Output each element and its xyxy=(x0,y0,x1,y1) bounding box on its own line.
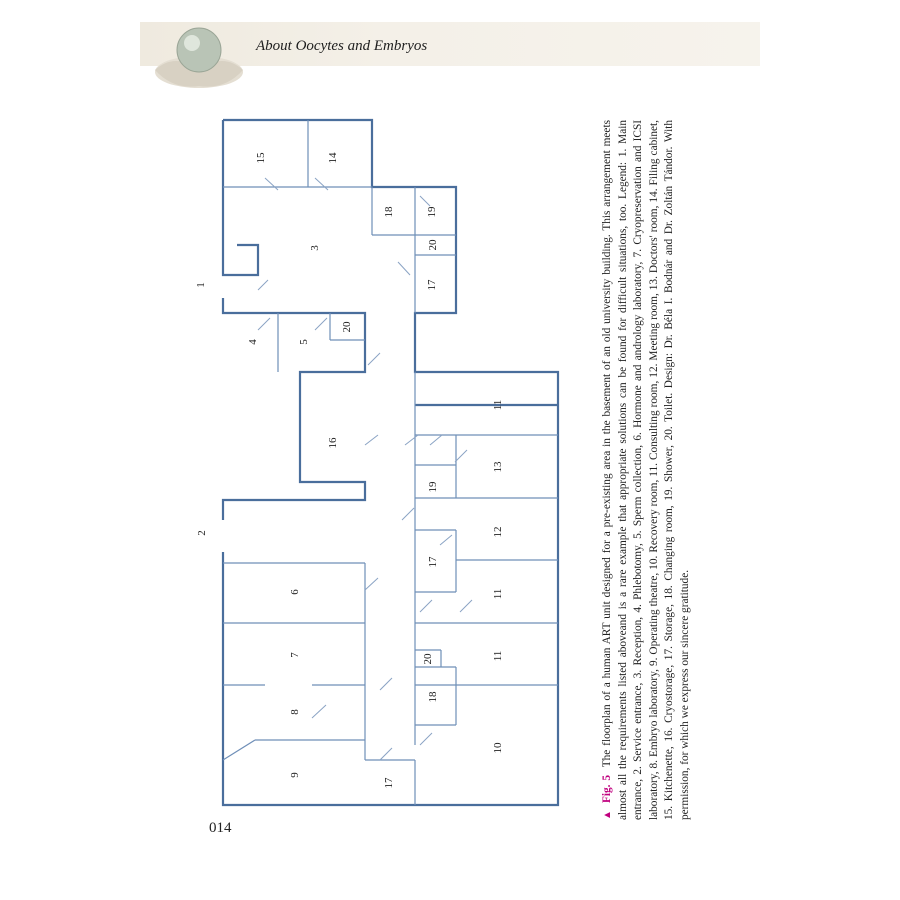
room-label: 11 xyxy=(492,399,504,411)
interior-walls xyxy=(223,120,558,805)
figure-caption xyxy=(600,120,730,820)
room-label: 5 xyxy=(298,339,310,345)
room-label: 7 xyxy=(289,652,301,658)
figure-label: Fig. 5 xyxy=(601,775,613,804)
figure-caption-text: The floorplan of a human ART unit designed for a pre-existing area in the basement of an old university building. This arrangement meets almost all the requirements listed aboveand is a rare example that appropriate solutions can be found for difficult situations, too. Legend: 1. Main entrance, 2. Service entrance, 3. Reception, 4. Phlebotomy, 5. Sperm collection, 6. Hormone and andrology laboratory, 7. Cryopreservation and ICSI laboratory, 8. Embryo laboratory, 9. Operating theatre, 10. Recovery room, 11. Consulting room, 12. Meeting room, 13. Doctors' room, 14. Filing cabinet, 15. Kitchenette, 16. Cryostorage, 17. Storage, 18. Changing room, 19. Shower, 20. Toilet. Design: Dr. Béla I. Bodnár and Dr. Zoltán Tándor. With permission, for which we express our sincere gratitude. xyxy=(601,120,691,820)
room-label: 13 xyxy=(492,461,504,473)
room-label: 17 xyxy=(383,777,395,789)
room-label: 11 xyxy=(492,588,504,600)
room-label: 20 xyxy=(427,239,439,251)
outer-walls xyxy=(223,120,558,805)
room-label: 9 xyxy=(289,772,301,778)
room-label: 18 xyxy=(383,206,395,218)
room-label: 18 xyxy=(427,691,439,703)
hands-holding-sphere-icon xyxy=(145,12,253,92)
room-label: 3 xyxy=(309,245,321,251)
room-label: 20 xyxy=(341,321,353,333)
room-label: 17 xyxy=(426,279,438,291)
room-label: 10 xyxy=(492,742,504,754)
room-label: 16 xyxy=(327,437,339,449)
room-label: 20 xyxy=(422,653,434,665)
room-label: 17 xyxy=(427,556,439,568)
room-label: 11 xyxy=(492,650,504,662)
room-label: 12 xyxy=(492,526,504,538)
running-head: About Oocytes and Embryos xyxy=(256,38,428,54)
room-label: 14 xyxy=(327,152,339,164)
room-label: 1 xyxy=(195,282,207,288)
room-label: 6 xyxy=(289,589,301,595)
room-label: 19 xyxy=(427,481,439,493)
room-label: 8 xyxy=(289,709,301,715)
room-label: 2 xyxy=(196,530,208,536)
room-label: 19 xyxy=(426,206,438,218)
page-number: 014 xyxy=(209,820,232,836)
room-label: 4 xyxy=(247,339,259,345)
floorplan-figure xyxy=(195,100,580,820)
room-labels xyxy=(195,152,504,789)
triangle-marker-icon: ▲ xyxy=(602,809,613,820)
room-label: 15 xyxy=(255,152,267,164)
